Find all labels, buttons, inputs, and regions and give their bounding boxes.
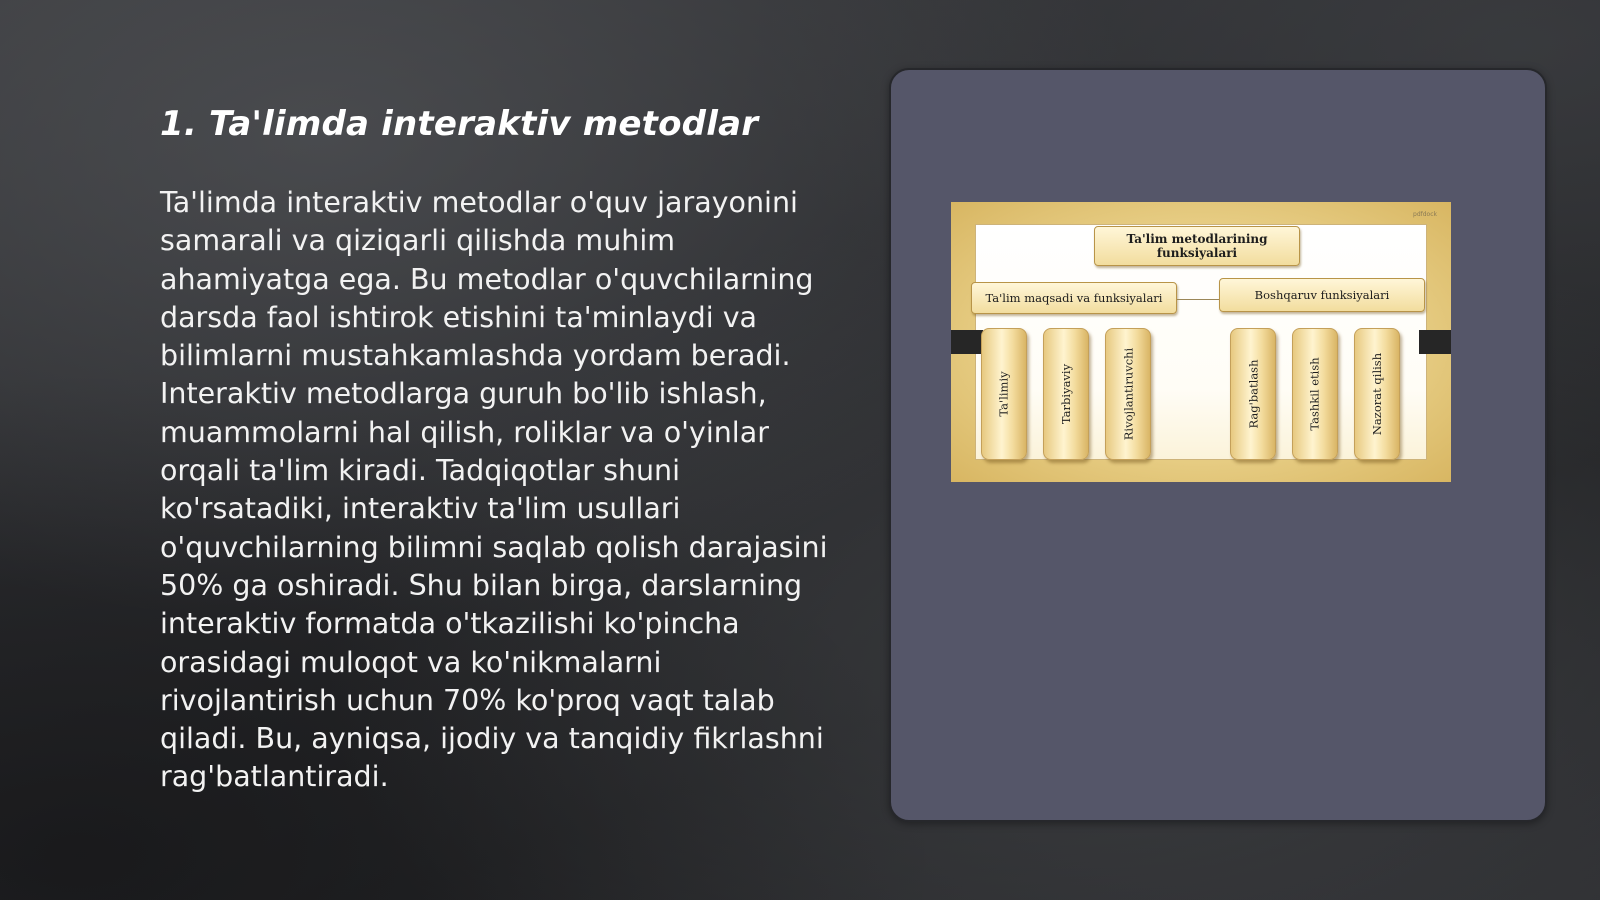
diagram-pillar xyxy=(981,328,1027,460)
diagram-right-box: Boshqaruv funksiyalari xyxy=(1219,278,1425,312)
diagram-pillar xyxy=(1292,328,1338,460)
pillar-label: Ta'limiy xyxy=(997,371,1012,417)
pillar-label: Rag'batlash xyxy=(1246,359,1261,429)
image-card xyxy=(889,68,1547,822)
slide-body-text: Ta'limda interaktiv metodlar o'quv jarayonini samarali va qiziqarli qilishda muhim ahamiyatga ega. Bu metodlar o'quvchilarning darsda faol ishtirok etishini ta'minlaydi va bilimlarni mustahkamlashda yordam beradi. Interaktiv metodlarga guruh bo'lib ishlash, muammolarni hal qilish, roliklar va o'yinlar orqali ta'lim kiradi. Tadqiqotlar shuni ko'rsatadiki, interaktiv ta'lim usullari o'quvchilarning bilimni saqlab qolish darajasini 50% ga oshiradi. Shu bilan birga, darslarning interaktiv formatda o'tkazilishi ko'pincha orasidagi muloqot va ko'nikmalarni rivojlantirish uchun 70% ko'proq vaqt talab qiladi. Bu, ayniqsa, ijodiy va tanqidiy fikrlashni rag'batlantiradi. xyxy=(160,186,828,794)
diagram-watermark: pdfdock xyxy=(1413,211,1437,218)
diagram-pillar xyxy=(1354,328,1400,460)
diagram-connector-line xyxy=(1177,299,1219,300)
methods-functions-diagram xyxy=(951,202,1451,482)
slide-title: 1. Ta'limda interaktiv metodlar xyxy=(160,104,759,144)
diagram-pillar xyxy=(1043,328,1089,460)
diagram-pillar xyxy=(1230,328,1276,460)
diagram-left-tab xyxy=(951,330,983,354)
pillar-label: Nazorat qilish xyxy=(1370,352,1384,436)
diagram-left-box: Ta'lim maqsadi va funksiyalari xyxy=(971,282,1177,314)
diagram-pillar xyxy=(1105,328,1151,460)
pillar-label: Rivojlantiruvchi xyxy=(1121,347,1135,441)
diagram-right-tab xyxy=(1419,330,1451,354)
pillar-label: Tashkil etish xyxy=(1308,357,1322,431)
pillar-label: Tarbiyaviy xyxy=(1059,363,1074,425)
diagram-top-box: Ta'lim metodlarining funksiyalari xyxy=(1094,226,1300,266)
